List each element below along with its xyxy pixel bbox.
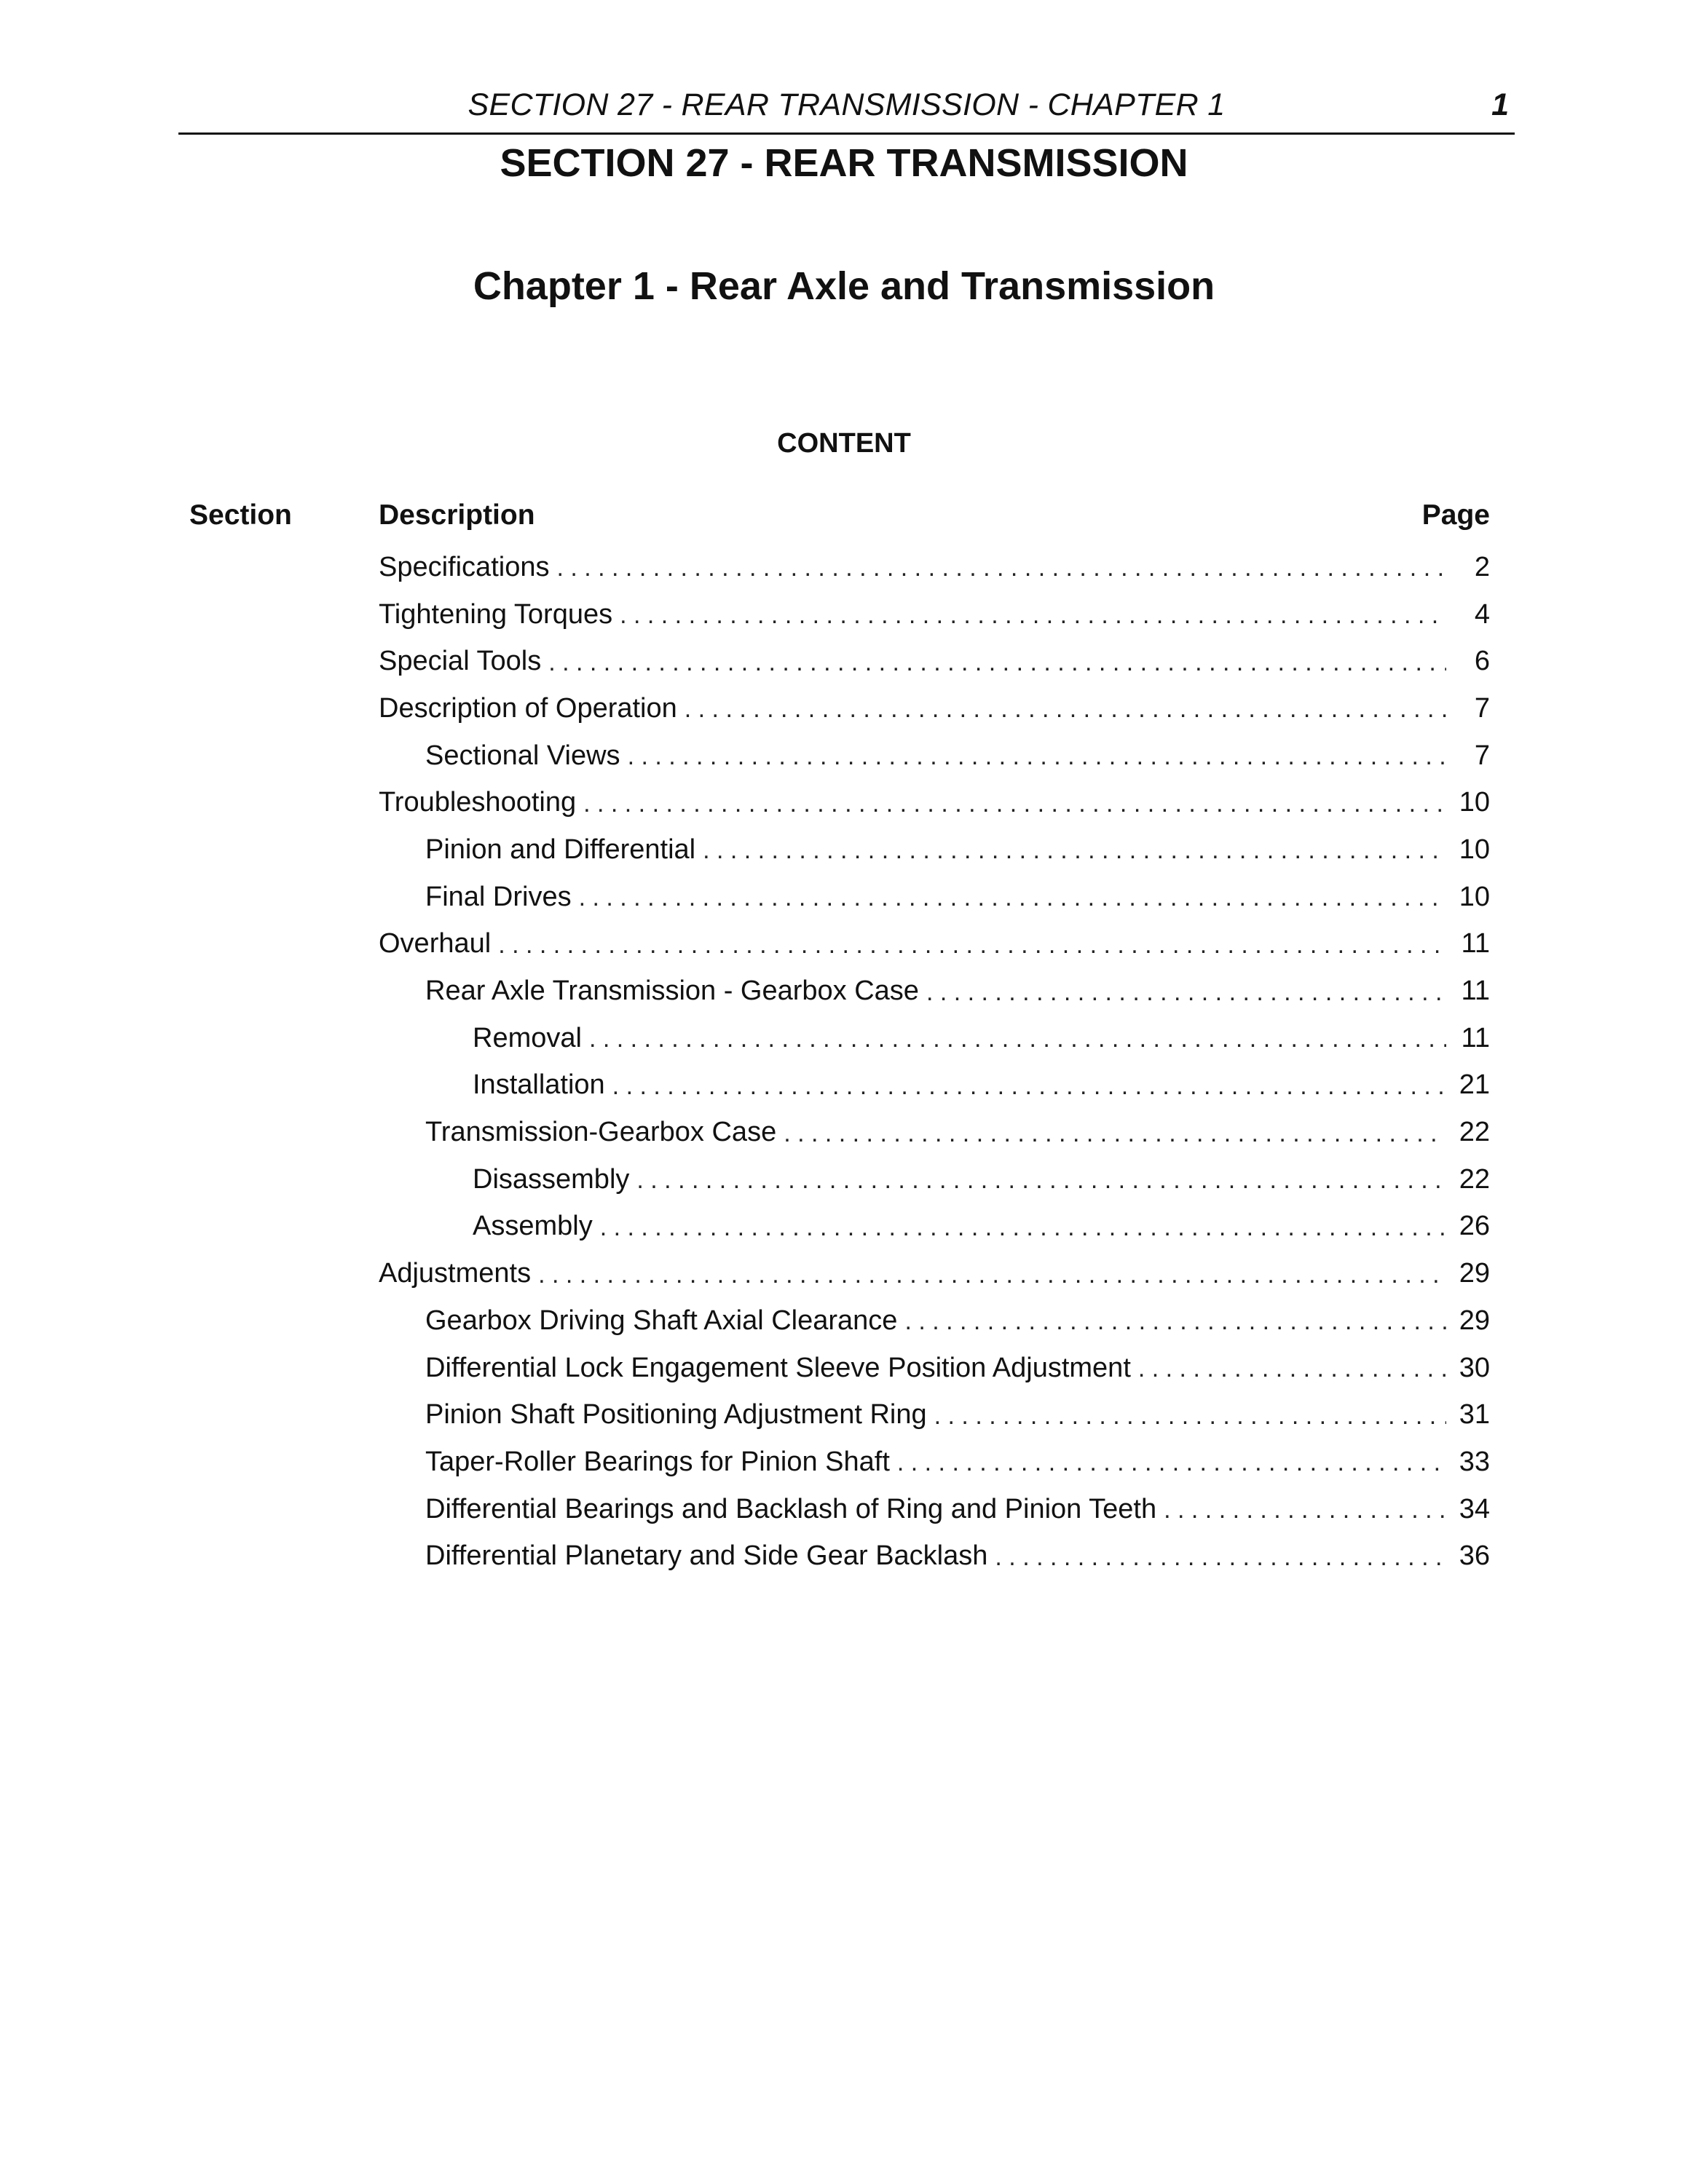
toc-entry-label: Removal bbox=[473, 1022, 582, 1053]
dot-leader bbox=[703, 836, 1446, 863]
toc-entry[interactable] bbox=[0, 921, 1490, 968]
toc-entry-label: Differential Bearings and Backlash of Ring and Pinion Teeth bbox=[425, 1493, 1157, 1524]
dot-leader bbox=[1164, 1495, 1446, 1523]
dot-leader bbox=[579, 883, 1446, 911]
toc-entry-label: Overhaul bbox=[379, 928, 492, 960]
running-header bbox=[178, 86, 1515, 135]
dot-leader bbox=[926, 978, 1446, 1005]
toc-entry-page: 11 bbox=[1461, 1022, 1490, 1053]
dot-leader bbox=[583, 789, 1446, 817]
toc-entry[interactable] bbox=[0, 1015, 1490, 1062]
dot-leader bbox=[784, 1119, 1446, 1147]
running-header-title: SECTION 27 - REAR TRANSMISSION - CHAPTER 1 bbox=[468, 87, 1226, 122]
toc-entry-label: Troubleshooting bbox=[379, 787, 577, 818]
dot-leader bbox=[897, 1448, 1446, 1476]
dot-leader bbox=[628, 742, 1446, 769]
column-header-description: Description bbox=[379, 499, 535, 531]
toc-entry-page: 34 bbox=[1459, 1493, 1490, 1524]
toc-entry[interactable] bbox=[0, 1439, 1490, 1486]
toc-entry[interactable] bbox=[0, 1109, 1490, 1156]
toc-entry-label: Disassembly bbox=[473, 1163, 630, 1195]
dot-leader bbox=[538, 1260, 1446, 1288]
toc-entry-page: 29 bbox=[1459, 1258, 1490, 1289]
toc-entry[interactable] bbox=[0, 1297, 1490, 1345]
toc-entry-label: Taper-Roller Bearings for Pinion Shaft bbox=[425, 1446, 890, 1477]
toc-entry-page: 10 bbox=[1459, 787, 1490, 818]
dot-leader bbox=[600, 1213, 1446, 1241]
toc-entry[interactable] bbox=[0, 1062, 1490, 1109]
toc-entry-page: 33 bbox=[1459, 1446, 1490, 1477]
dot-leader bbox=[1138, 1354, 1446, 1382]
toc-entry[interactable] bbox=[0, 1203, 1490, 1251]
toc-entry-page: 26 bbox=[1459, 1211, 1490, 1242]
toc-entry-label: Transmission-Gearbox Case bbox=[425, 1117, 777, 1148]
toc-entry[interactable] bbox=[0, 1345, 1490, 1392]
toc-entry-label: Specifications bbox=[379, 551, 550, 582]
table-of-contents bbox=[0, 544, 1688, 1580]
toc-entry-page: 29 bbox=[1459, 1305, 1490, 1336]
toc-entry[interactable] bbox=[0, 685, 1490, 732]
content-heading: CONTENT bbox=[777, 428, 911, 459]
toc-entry-page: 7 bbox=[1474, 692, 1490, 724]
toc-entry[interactable] bbox=[0, 544, 1490, 591]
column-header-section: Section bbox=[189, 499, 292, 531]
dot-leader bbox=[995, 1543, 1446, 1570]
toc-entry-page: 10 bbox=[1459, 881, 1490, 912]
toc-entry-label: Tightening Torques bbox=[379, 598, 613, 630]
toc-entry-label: Final Drives bbox=[425, 881, 572, 912]
dot-leader bbox=[612, 1072, 1446, 1099]
toc-entry-page: 36 bbox=[1459, 1540, 1490, 1572]
column-header-page: Page bbox=[1421, 499, 1490, 531]
toc-entry[interactable] bbox=[0, 874, 1490, 921]
toc-entry-label: Assembly bbox=[473, 1211, 593, 1242]
toc-entry-page: 6 bbox=[1474, 646, 1490, 677]
toc-entry[interactable] bbox=[0, 1532, 1490, 1580]
toc-entry-page: 30 bbox=[1459, 1352, 1490, 1383]
toc-entry-page: 7 bbox=[1474, 740, 1490, 771]
toc-entry-page: 10 bbox=[1459, 834, 1490, 865]
toc-entry-label: Pinion Shaft Positioning Adjustment Ring bbox=[425, 1399, 927, 1431]
toc-entry[interactable] bbox=[0, 1486, 1490, 1533]
toc-entry[interactable] bbox=[0, 1156, 1490, 1203]
dot-leader bbox=[589, 1024, 1446, 1052]
dot-leader bbox=[556, 553, 1446, 581]
toc-entry[interactable] bbox=[0, 779, 1490, 826]
toc-entry[interactable] bbox=[0, 638, 1490, 685]
toc-entry-page: 22 bbox=[1459, 1163, 1490, 1195]
toc-entry-label: Differential Planetary and Side Gear Backlash bbox=[425, 1540, 988, 1572]
toc-entry-page: 21 bbox=[1459, 1069, 1490, 1101]
dot-leader bbox=[685, 695, 1446, 722]
toc-entry[interactable] bbox=[0, 968, 1490, 1015]
page-number: 1 bbox=[1491, 87, 1509, 122]
toc-entry-page: 2 bbox=[1474, 551, 1490, 582]
toc-entry-page: 11 bbox=[1461, 976, 1490, 1007]
dot-leader bbox=[904, 1307, 1446, 1334]
toc-entry-label: Differential Lock Engagement Sleeve Position Adjustment bbox=[425, 1352, 1131, 1383]
dot-leader bbox=[636, 1166, 1446, 1193]
toc-entry[interactable] bbox=[0, 591, 1490, 638]
dot-leader bbox=[934, 1401, 1446, 1429]
toc-entry-page: 31 bbox=[1459, 1399, 1490, 1431]
toc-entry-page: 22 bbox=[1459, 1117, 1490, 1148]
toc-entry-label: Description of Operation bbox=[379, 692, 677, 724]
toc-entry-label: Rear Axle Transmission - Gearbox Case bbox=[425, 976, 919, 1007]
toc-entry[interactable] bbox=[0, 732, 1490, 780]
toc-entry[interactable] bbox=[0, 1391, 1490, 1439]
dot-leader bbox=[548, 648, 1446, 676]
toc-entry[interactable] bbox=[0, 1250, 1490, 1297]
dot-leader bbox=[620, 601, 1446, 628]
toc-entry[interactable] bbox=[0, 826, 1490, 874]
toc-entry-label: Sectional Views bbox=[425, 740, 620, 771]
toc-entry-page: 4 bbox=[1474, 598, 1490, 630]
toc-entry-page: 11 bbox=[1461, 928, 1490, 960]
section-title: SECTION 27 - REAR TRANSMISSION bbox=[500, 141, 1188, 185]
toc-entry-label: Special Tools bbox=[379, 646, 542, 677]
toc-entry-label: Installation bbox=[473, 1069, 605, 1101]
toc-entry-label: Gearbox Driving Shaft Axial Clearance bbox=[425, 1305, 898, 1336]
dot-leader bbox=[498, 930, 1446, 958]
toc-entry-label: Pinion and Differential bbox=[425, 834, 696, 865]
chapter-title: Chapter 1 - Rear Axle and Transmission bbox=[473, 264, 1215, 308]
toc-entry-label: Adjustments bbox=[379, 1258, 532, 1289]
